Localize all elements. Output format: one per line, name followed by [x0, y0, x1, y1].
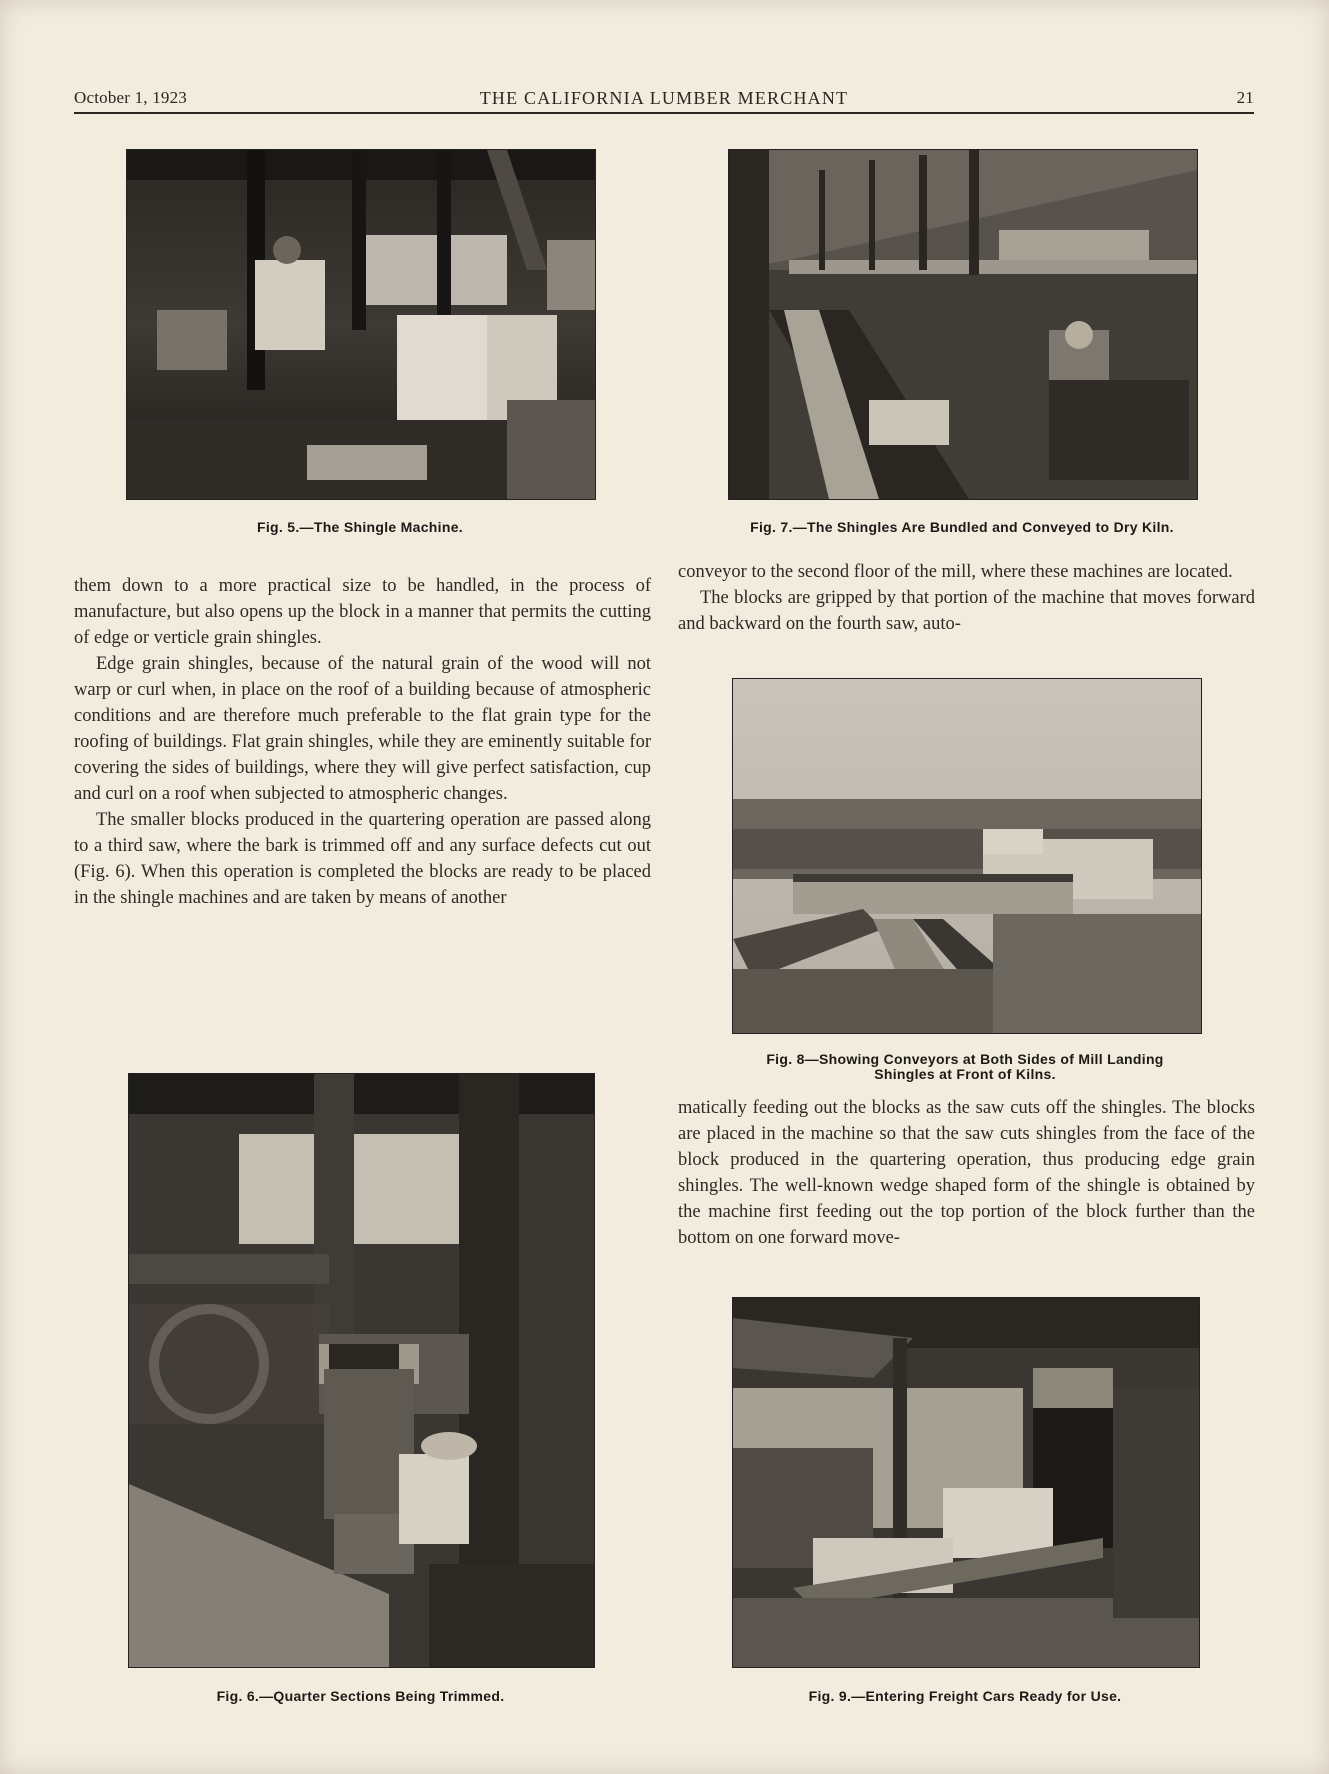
paragraph: them down to a more practical size to be handled, in the process of manufacture, but also opens up the block in a manner that permits the cutting of edge or verticle grain shingles.: [74, 576, 651, 648]
right-column-text-middle: [678, 1095, 1255, 1251]
paragraph: The smaller blocks produced in the quartering operation are passed along to a third saw, where the bark is trimmed off and any surface defects cut out (Fig. 6). When this operation is completed the blocks are ready to be placed in the shingle machines and are taken by means of another: [74, 810, 651, 908]
fig7-photo: [728, 149, 1198, 500]
fig9-caption: Fig. 9.—Entering Freight Cars Ready for Use.: [808, 1688, 1122, 1704]
fig9-photo: [732, 1297, 1200, 1668]
fig8-caption-line2: Shingles at Front of Kilns.: [874, 1066, 1056, 1082]
fig8-caption-line1: Fig. 8—Showing Conveyors at Both Sides of Mill Landing: [766, 1051, 1164, 1067]
paragraph: matically feeding out the blocks as the saw cuts off the shingles. The blocks are placed in the machine so that the saw cuts shingles from the face of the block produced in the quartering operation, thus producing edge grain shingles. The well-known wedge shaped form of the shingle is obtained by the machine first feeding out the top portion of the block further than the bottom on one forward move-: [678, 1098, 1255, 1248]
page-number: 21: [1236, 88, 1254, 107]
fig8-caption: [690, 1052, 1240, 1082]
fig6-caption: Fig. 6.—Quarter Sections Being Trimmed.: [216, 1688, 505, 1704]
left-column-text: [74, 573, 651, 911]
paragraph: conveyor to the second floor of the mill, where these machines are located.: [678, 562, 1233, 582]
publication-title: THE CALIFORNIA LUMBER MERCHANT: [479, 88, 849, 108]
issue-date: October 1, 1923: [74, 88, 188, 107]
fig7-caption: Fig. 7.—The Shingles Are Bundled and Conveyed to Dry Kiln.: [750, 519, 1174, 535]
fig6-photo: [128, 1073, 595, 1668]
paragraph: The blocks are gripped by that portion of the machine that moves forward and backward on the fourth saw, auto-: [678, 588, 1255, 634]
page-header: [74, 86, 1254, 114]
right-column-text-top: [678, 559, 1255, 637]
fig5-caption: Fig. 5.—The Shingle Machine.: [257, 519, 463, 535]
fig8-photo: [732, 678, 1202, 1034]
fig5-photo: [126, 149, 596, 500]
paragraph: Edge grain shingles, because of the natural grain of the wood will not warp or curl when, in place on the roof of a building because of atmospheric conditions and are therefore much preferable to the flat grain type for the roofing of buildings. Flat grain shingles, while they are eminently suitable for covering the sides of buildings, where they will give perfect satisfaction, cup and curl on a roof when subjected to atmospheric changes.: [74, 654, 651, 804]
